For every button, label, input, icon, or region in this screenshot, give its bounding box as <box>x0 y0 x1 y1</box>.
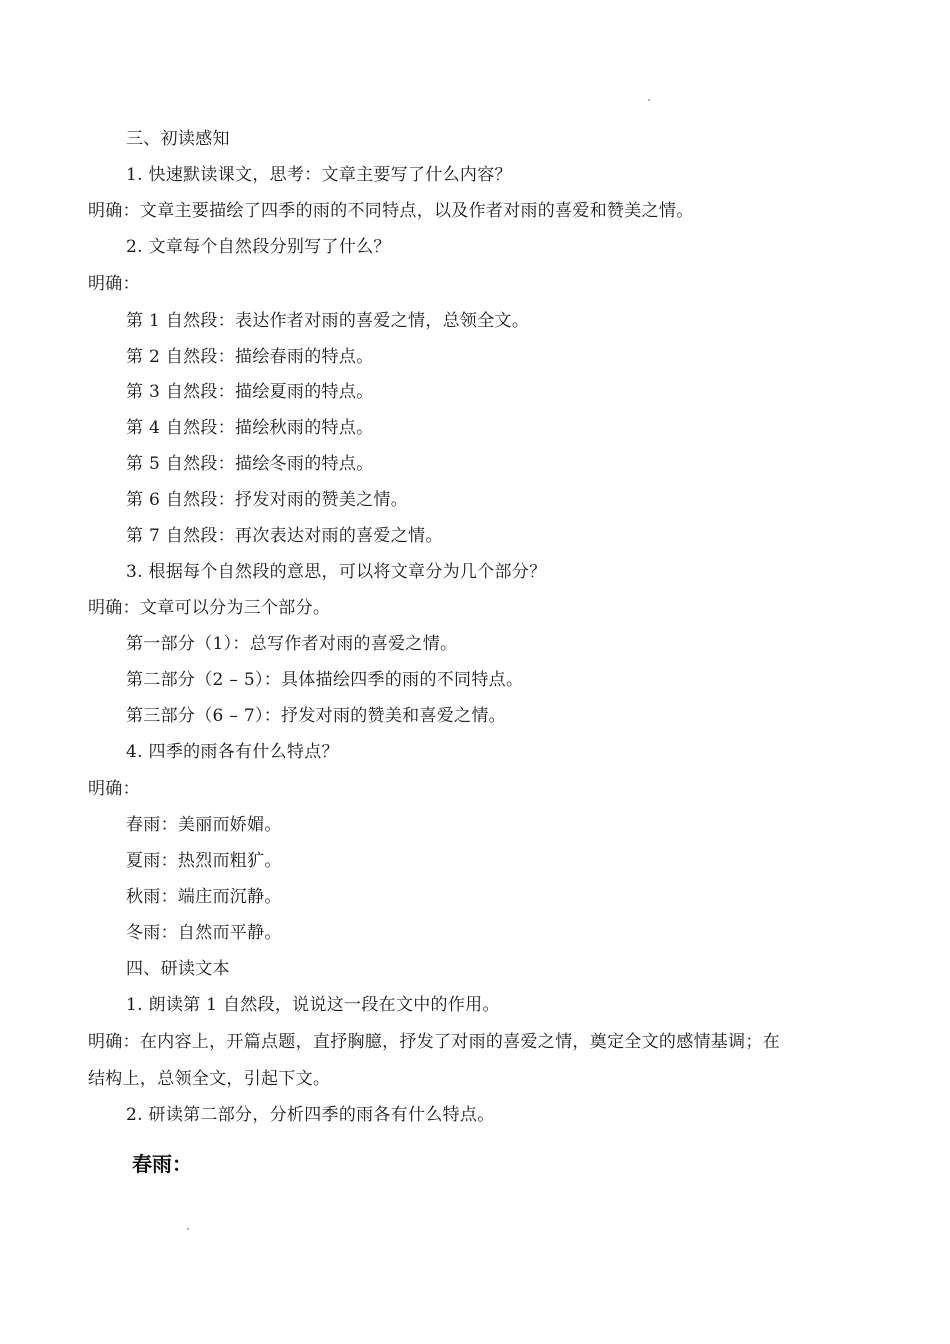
speck-mark <box>187 1228 189 1230</box>
answer-4-label: 明确： <box>88 779 140 799</box>
paragraph-summary-item: 第 7 自然段：再次表达对雨的喜爱之情。 <box>126 526 443 546</box>
answer-3: 明确：文章可以分为三个部分。 <box>88 598 331 618</box>
question-4: 4. 四季的雨各有什么特点？ <box>126 742 339 762</box>
question-5: 1. 朗读第 1 自然段，说说这一段在文中的作用。 <box>126 995 500 1015</box>
question-3: 3. 根据每个自然段的意思，可以将文章分为几个部分？ <box>126 562 547 582</box>
answer-2-label: 明确： <box>88 274 140 294</box>
question-2: 2. 文章每个自然段分别写了什么？ <box>126 237 391 257</box>
part-item: 第二部分（2 – 5）：具体描绘四季的雨的不同特点。 <box>126 670 524 690</box>
answer-1: 明确：文章主要描绘了四季的雨的不同特点，以及作者对雨的喜爱和赞美之情。 <box>88 201 694 221</box>
paragraph-summary-item: 第 1 自然段：表达作者对雨的喜爱之情，总领全文。 <box>126 311 530 331</box>
question-6: 2. 研读第二部分，分析四季的雨各有什么特点。 <box>126 1105 495 1125</box>
paragraph-summary-item: 第 6 自然段：抒发对雨的赞美之情。 <box>126 490 409 510</box>
section-heading-4: 四、研读文本 <box>126 959 230 979</box>
paragraph-summary-item: 第 3 自然段：描绘夏雨的特点。 <box>126 382 374 402</box>
part-item: 第一部分（1）：总写作者对雨的喜爱之情。 <box>126 634 458 654</box>
paragraph-summary-item: 第 5 自然段：描绘冬雨的特点。 <box>126 454 374 474</box>
season-rain-item: 冬雨：自然而平静。 <box>126 923 282 943</box>
season-rain-item: 春雨：美丽而娇媚。 <box>126 815 282 835</box>
answer-5-line-1: 明确：在内容上，开篇点题，直抒胸臆，抒发了对雨的喜爱之情，奠定全文的感情基调；在 <box>88 1032 780 1052</box>
season-rain-item: 秋雨：端庄而沉静。 <box>126 887 282 907</box>
answer-5-line-2: 结构上，总领全文，引起下文。 <box>88 1069 331 1089</box>
section-heading-3: 三、初读感知 <box>126 129 230 149</box>
part-item: 第三部分（6 – 7）：抒发对雨的赞美和喜爱之情。 <box>126 706 506 726</box>
spring-rain-heading: 春雨： <box>132 1152 192 1176</box>
paragraph-summary-item: 第 4 自然段：描绘秋雨的特点。 <box>126 418 374 438</box>
question-1: 1. 快速默读课文，思考：文章主要写了什么内容？ <box>126 165 512 185</box>
speck-mark <box>648 99 650 101</box>
paragraph-summary-item: 第 2 自然段：描绘春雨的特点。 <box>126 347 374 367</box>
season-rain-item: 夏雨：热烈而粗犷。 <box>126 851 282 871</box>
